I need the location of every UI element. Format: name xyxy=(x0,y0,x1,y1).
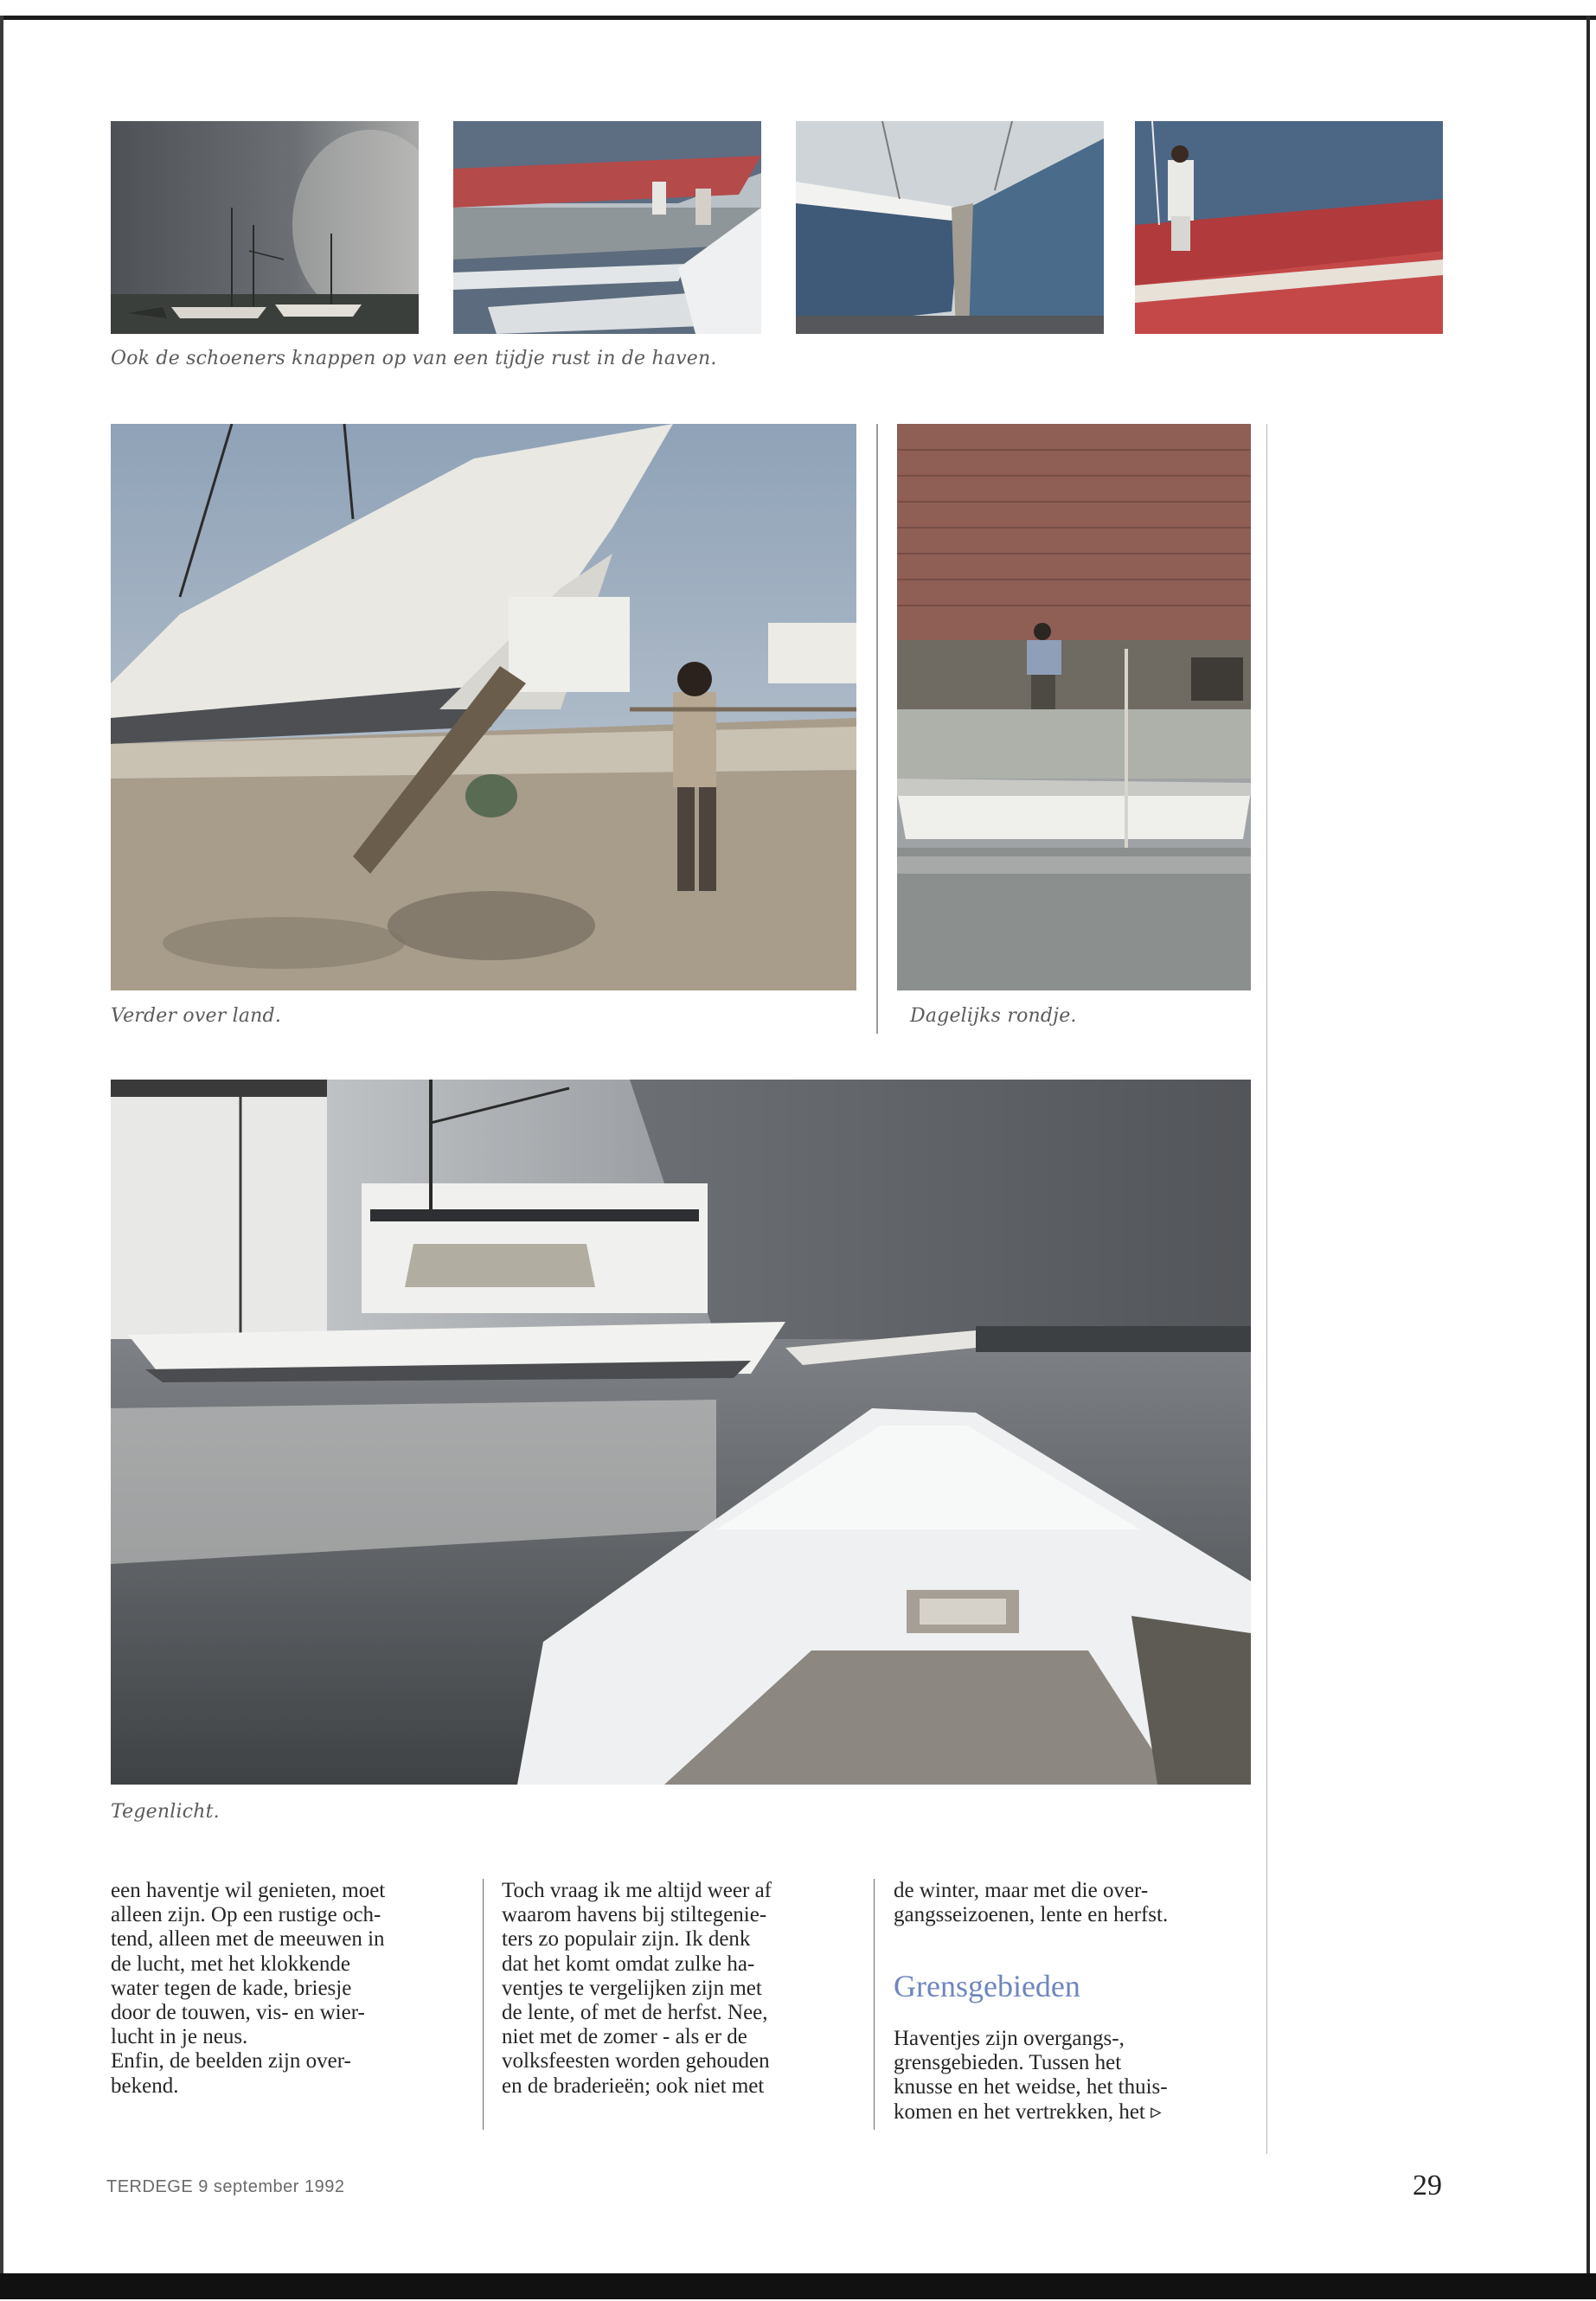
column-2-line: niet met de zomer - als er de xyxy=(502,2025,747,2049)
column-1-line: bekend. xyxy=(111,2073,179,2098)
page-right-border xyxy=(1586,16,1590,2282)
column-2-line: en de braderieën; ook niet met xyxy=(502,2073,765,2098)
column-1-line: alleen zijn. Op een rustige och- xyxy=(111,1903,381,1927)
page-bottom-border xyxy=(0,2273,1596,2299)
caption-schooners: Ook de schoeners knappen op van een tijdje rust in de haven. xyxy=(111,348,717,369)
column-1-line: tend, alleen met de meeuwen in xyxy=(111,1927,385,1952)
column-2-line: ventjes te vergelijken zijn met xyxy=(502,1976,762,2000)
caption-over-land: Verder over land. xyxy=(111,1005,282,1027)
column-3-line: knusse en het weidse, het thuis- xyxy=(894,2075,1168,2099)
column-2-line: Toch vraag ik me altijd weer af xyxy=(502,1879,772,1902)
magazine-footer: TERDEGE 9 september 1992 xyxy=(106,2177,345,2196)
column-3-line: Haventjes zijn overgangs-, xyxy=(894,2027,1125,2050)
caption-daily-round: Dagelijks rondje. xyxy=(910,1005,1077,1027)
column-3-line: grensgebieden. Tussen het xyxy=(894,2051,1122,2075)
column-3-line: komen en het vertrekken, het ▹ xyxy=(894,2099,1162,2124)
column-1-line: Enfin, de beelden zijn over- xyxy=(111,2049,351,2073)
photo-over-land xyxy=(111,424,856,990)
column-2-line: ters zo populair zijn. Ik denk xyxy=(502,1927,751,1952)
column-1-line: water tegen de kade, briesje xyxy=(111,1976,352,2000)
section-heading: Grensgebieden xyxy=(894,1969,1080,2003)
column-rule-1 xyxy=(483,1879,484,2130)
text-column-3-top xyxy=(894,1879,1168,1927)
text-column-1 xyxy=(111,1879,385,2099)
column-rule-2 xyxy=(874,1879,875,2130)
column-rule-photos xyxy=(876,424,878,1034)
photo-painting-hull xyxy=(1135,121,1443,334)
page-top-border xyxy=(0,16,1596,20)
column-3-line: de winter, maar met die over- xyxy=(894,1879,1149,1902)
column-3-line: gangsseizoenen, lente en herfst. xyxy=(894,1903,1169,1927)
photo-warehouse-quay xyxy=(897,424,1251,990)
page-left-border xyxy=(0,16,3,2282)
caption-backlight: Tegenlicht. xyxy=(111,1801,220,1823)
column-2-line: dat het komt omdat zulke ha- xyxy=(502,1952,755,1976)
photo-schooner-bows xyxy=(796,121,1104,334)
column-2-line: de lente, of met de herfst. Nee, xyxy=(502,2001,768,2025)
column-1-line: door de touwen, vis- en wier- xyxy=(111,2001,365,2025)
column-1-line: lucht in je neus. xyxy=(111,2025,248,2049)
photo-hulls-men xyxy=(453,121,761,334)
photo-backlight-harbour xyxy=(111,1080,1251,1785)
page-number: 29 xyxy=(1413,2170,1442,2202)
text-column-2 xyxy=(502,1879,772,2099)
text-column-3-bottom xyxy=(894,2027,1168,2125)
column-2-line: volksfeesten worden gehouden xyxy=(502,2049,770,2073)
column-2-line: waarom havens bij stiltegenie- xyxy=(502,1903,767,1927)
photo-schooners-harbour xyxy=(111,121,419,334)
column-1-line: de lucht, met het klokkende xyxy=(111,1952,351,1976)
right-margin-rule xyxy=(1266,424,1267,2154)
column-1-line: een haventje wil genieten, moet xyxy=(111,1879,386,1902)
